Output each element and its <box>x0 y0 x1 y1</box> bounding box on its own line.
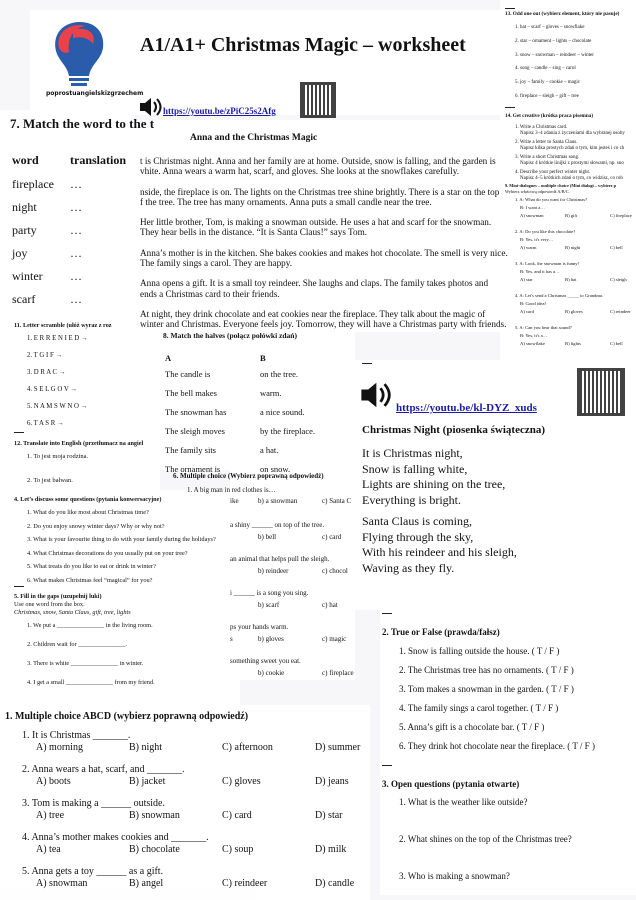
mc-option[interactable]: c) fireplace <box>322 669 354 677</box>
gap-item: 2. Children wait for _______________. <box>27 641 128 648</box>
translation-blank: … <box>70 269 82 283</box>
match-word: joy <box>12 246 28 260</box>
half-a: The bell makes <box>165 388 217 398</box>
video-link-1[interactable]: https://youtu.be/zPiC25s2Afg <box>163 106 276 116</box>
discussion-question: 3. What is your favourite thing to do with your family during the holidays? <box>27 536 216 543</box>
mc-question: 1. It is Christmas _______. <box>22 730 131 741</box>
section-8-title: 8. Match the halves (połącz połówki zdań) <box>163 331 297 340</box>
discussion-question: 4. What Christmas decorations do you usually put on your tree? <box>27 549 188 557</box>
section-12-title: 12. Translate into English (przetłumacz na angiel <box>14 440 144 447</box>
dialogue-option[interactable]: B) gift <box>565 213 578 218</box>
story-title: Anna and the Christmas Magic <box>190 133 318 143</box>
section-5-title: 5. Fill in the gaps (uzupełnij luki) <box>14 593 102 600</box>
open-question: 3. Who is making a snowman? <box>399 871 510 881</box>
mc-option[interactable]: b) reindeer <box>258 567 289 575</box>
story-line: t is Christmas night. Anna and her family are at home. Outside, snow is falling, and the garden is <box>140 156 496 166</box>
mc-option[interactable]: A) morning <box>36 742 83 753</box>
half-a: The snowman has <box>165 407 227 417</box>
true-false-item: 6. They drink hot chocolate near the fireplace. ( T / F ) <box>399 741 595 751</box>
mc-option[interactable]: B) snowman <box>129 810 180 821</box>
translation-blank: … <box>70 177 82 191</box>
mc-option[interactable]: c) Santa C <box>322 497 352 505</box>
true-false-item: 2. The Christmas tree has no ornaments. ( T / F ) <box>399 665 574 675</box>
match-word: fireplace <box>12 177 54 191</box>
mc-option[interactable]: b) a snowman <box>258 497 298 505</box>
half-a: The family sits <box>165 445 216 455</box>
mc-option[interactable]: C) afternoon <box>222 742 273 753</box>
scramble-item: 4. S E L G O V → <box>27 386 78 393</box>
discussion-question: 6. What makes Christmas feel “magical” for you? <box>27 576 153 584</box>
story-line: winter and Christmas. Everyone feels joy. Tomorrow, they will have a Christmas party with friends. <box>140 319 507 330</box>
dialogue-option[interactable]: B) hat <box>565 277 577 282</box>
mc-option[interactable]: c) hat <box>322 601 338 609</box>
section-14-title: 14. Get creative (krótka praca pisemna) <box>505 113 594 119</box>
section-3-title: 3. Open questions (pytania otwarte) <box>382 779 520 789</box>
half-a: The ornament is <box>165 464 221 474</box>
mc-option[interactable]: D) milk <box>315 844 347 855</box>
dialogue-option[interactable]: A) star <box>520 277 533 282</box>
mc-question: 2. Anna wears a hat, scarf, and _______. <box>22 764 185 775</box>
mc-option[interactable]: c) chocol <box>322 567 348 575</box>
true-false-item: 5. Anna’s gift is a chocolate bar. ( T / F ) <box>399 722 545 732</box>
odd-one-out-item: 3. snow – snowman – reindeer – winter <box>515 52 594 58</box>
half-b: by the fireplace. <box>260 426 315 436</box>
divider <box>14 586 24 587</box>
match-word: winter <box>12 269 43 283</box>
scramble-item: 6. T A S R → <box>27 420 64 427</box>
divider <box>505 107 515 108</box>
divider <box>382 613 392 614</box>
odd-one-out-item: 5. joy – family – cookie – magic <box>515 80 580 86</box>
column-word: word <box>12 153 39 167</box>
mc-question: 4. Anna’s mother makes cookies and _______. <box>22 832 209 843</box>
mc-option[interactable]: C) soup <box>222 844 254 855</box>
half-a: The sleigh moves <box>165 426 225 436</box>
mc-option[interactable]: B) angel <box>129 878 164 889</box>
section-4-title: 4. Let’s discuss some questions (pytania konwersacyjne) <box>14 496 162 503</box>
dialogue-question: 2. A: Do you like this chocolate? <box>515 229 576 234</box>
dialogue-answer: B: Good idea! <box>520 301 547 306</box>
mc-question: a shiny ______ on top of the tree. <box>230 521 325 529</box>
gap-item: 1. We put a _______________ in the living room. <box>27 622 153 629</box>
mc-option[interactable]: D) star <box>315 810 343 821</box>
odd-one-out-item: 6. fireplace – sleigh – gift – tree <box>515 94 579 99</box>
mc-option[interactable]: C) reindeer <box>222 878 268 889</box>
dialogue-answer: B: Yes, it's very… <box>520 237 554 242</box>
dialogue-question: 4. A: Let's send a Christmas _____ to Grandma. <box>515 293 604 298</box>
story-line: vhite. Anna wears a warm hat, scarf, and gloves. She looks at the snowflakes carefully. <box>140 166 460 177</box>
story-line: At night, they drink chocolate and eat cookies near the fireplace. They talk about the magic of <box>140 309 486 319</box>
true-false-item: 1. Snow is falling outside the house. ( T / F ) <box>399 646 560 656</box>
dialogue-answer: B: Yes, it's a… <box>520 333 548 338</box>
half-b: on snow. <box>260 464 291 474</box>
mc-option[interactable]: A) boots <box>36 776 71 787</box>
section-1-title: 1. Multiple choice ABCD (wybierz poprawną odpowiedź) <box>5 711 249 722</box>
section-9-title: 9. Mini-dialogues – multiple choice (Mini dialogi – wybierz p <box>505 183 617 188</box>
column-b: B <box>260 353 266 363</box>
creative-task-hint: Napisz kilka prostych zdań o tym, kim jesteś i co ch <box>520 146 625 151</box>
qr-code-1 <box>300 82 336 118</box>
discussion-question: 2. Do you enjoy snowy winter days? Why or why not? <box>27 522 165 530</box>
song-line: Everything is bright. <box>362 492 461 507</box>
page-title: A1/A1+ Christmas Magic – worksheet <box>140 34 466 56</box>
scramble-item: 5. N A M S W N O → <box>27 403 88 410</box>
divider <box>382 765 392 766</box>
mc-option[interactable]: D) jeans <box>315 776 349 787</box>
creative-task-hint: Napisz 3–4 zdania z życzeniami dla wybranej osoby <box>520 131 625 136</box>
story-line: Anna’s mother is in the kitchen. She bakes cookies and makes hot chocolate. The smell is very nice. <box>140 247 508 258</box>
story-line: nside, the fireplace is on. The lights on the Christmas tree shine brightly. There is a star on the top <box>140 186 500 197</box>
mc-option[interactable]: s <box>230 635 233 643</box>
open-question: 2. What shines on the top of the Christmas tree? <box>399 834 572 844</box>
discussion-question: 1. What do you like most about Christmas time? <box>27 509 149 516</box>
column-a: A <box>165 353 172 363</box>
story-line: Anna opens a gift. It is a small toy reindeer. She laughs and claps. The family takes photos and <box>140 278 489 289</box>
half-b: warm. <box>260 388 282 398</box>
match-word: scarf <box>12 292 36 306</box>
divider <box>14 432 24 433</box>
song-line: Lights are shining on the tree, <box>362 477 506 491</box>
section-13-title: 13. Odd one out (wybierz element, który nie pasuje) <box>505 11 620 17</box>
dialogue-option[interactable]: A) warm <box>520 245 537 250</box>
story-line: The family sings a carol. They are happy. <box>140 258 293 268</box>
translation-blank: … <box>70 200 82 214</box>
translation-blank: … <box>70 246 82 260</box>
dialogue-option[interactable]: C) bell <box>610 245 623 250</box>
mc-question: ps your hands warm. <box>230 623 289 631</box>
match-word: night <box>12 200 37 214</box>
open-question: 1. What is the weather like outside? <box>399 797 528 807</box>
song-line: Flying through the sky, <box>362 529 474 544</box>
mc-option[interactable]: A) tea <box>36 844 61 855</box>
translation-blank: … <box>70 292 82 306</box>
section-7-title: 7. Match the word to the t <box>10 116 155 131</box>
mc-option[interactable]: b) gloves <box>258 635 284 643</box>
section-9-subtitle: Wybierz właściwą odpowiedź A/B/C. <box>505 189 570 194</box>
divider <box>362 363 372 364</box>
column-translation: translation <box>70 153 127 167</box>
creative-task: 3. Write a short Christmas song. <box>515 155 580 160</box>
dialogue-question: 3. A: Look, the snowman is funny! <box>515 261 580 266</box>
mc-option[interactable]: B) jacket <box>129 776 166 787</box>
mc-option[interactable]: b) scarf <box>258 601 280 609</box>
gap-item: 3. There is white _______________ in winter. <box>27 660 144 667</box>
logo-text: poprostuangielskizgrzechem <box>46 90 144 97</box>
mc-option[interactable]: ike <box>230 497 239 505</box>
odd-one-out-item: 1. hat – scarf – gloves – snowflake <box>515 25 585 30</box>
creative-task-hint: Napisz 4–5 krótkich zdań o tym, co widzisz, co rob <box>520 176 623 181</box>
dialogue-answer: B: Yes, and it has a… <box>520 269 560 274</box>
song-line: Waving as they fly. <box>362 560 455 575</box>
half-b: on the tree. <box>260 369 298 379</box>
dialogue-option[interactable]: B) gloves <box>565 309 583 314</box>
qr-code-2 <box>577 368 625 416</box>
mc-option[interactable]: b) cookie <box>258 669 285 677</box>
mc-option[interactable]: c) magic <box>322 635 347 643</box>
song-line: Santa Claus is coming, <box>362 514 472 528</box>
dialogue-option[interactable]: B) night <box>565 245 581 250</box>
story-line: f the tree. The tree has many ornaments. Anna puts a small candle near the tree. <box>140 196 432 207</box>
mc-option[interactable]: A) snowman <box>36 878 88 889</box>
mc-option[interactable]: b) bell <box>258 533 277 541</box>
mc-question: something sweet you eat. <box>230 657 301 665</box>
song-line: With his reindeer and his sleigh, <box>362 545 517 559</box>
translation-blank: … <box>70 223 82 237</box>
half-a: The candle is <box>165 369 211 379</box>
divider <box>505 8 515 9</box>
gap-item: 4. I get a small _______________ from my friend. <box>27 679 155 686</box>
mc-option[interactable]: D) candle <box>315 878 355 889</box>
mc-question: an animal that helps pull the sleigh. <box>230 555 330 563</box>
speaker-icon[interactable] <box>138 96 162 118</box>
dialogue-answer: B: I want a… <box>520 205 545 210</box>
mc-question: 3. Tom is making a ______ outside. <box>22 798 165 809</box>
lightbulb-logo <box>45 18 115 90</box>
mc-option[interactable]: D) summer <box>315 742 361 753</box>
mc-question: 5. Anna gets a toy ______ as a gift. <box>22 866 164 877</box>
dialogue-option[interactable]: B) lights <box>565 341 581 346</box>
scramble-item: 3. D R A C → <box>27 369 66 376</box>
dialogue-option[interactable]: C) bell <box>610 341 623 346</box>
section-6-title: 6. Multiple choice (Wybierz poprawną odpowiedź) <box>173 472 324 480</box>
mc-question: i ______ is a song you sing. <box>230 589 309 597</box>
creative-task: 2. Write a letter to Santa Claus. <box>515 140 578 145</box>
story-line: ends a Christmas card to their friends. <box>140 288 280 299</box>
match-word: party <box>12 223 37 237</box>
dialogue-question: 1. A: What do you want for Christmas? <box>515 197 588 202</box>
translate-item: 1. To jest moja rodzina. <box>27 453 89 460</box>
mc-option[interactable]: C) gloves <box>222 776 261 787</box>
section-7-panel <box>0 110 135 320</box>
mc-option[interactable]: B) night <box>129 742 163 753</box>
half-b: a nice sound. <box>260 407 305 417</box>
half-b: a hat. <box>260 445 279 455</box>
mc-question: 1. A big man in red clothes is… <box>187 486 276 494</box>
dialogue-option[interactable]: C) sleigh <box>610 277 627 282</box>
discussion-question: 5. What treats do you like to eat or drink in winter? <box>27 563 156 570</box>
scramble-item: 2. T G I F → <box>27 352 63 359</box>
creative-task: 1. Write a Christmas card. <box>515 125 568 130</box>
dialogue-option[interactable]: C) reindeer <box>610 309 631 314</box>
mc-option[interactable]: c) card <box>322 533 342 541</box>
fill-instruction: Use one word from the box. <box>14 601 85 608</box>
odd-one-out-item: 4. song – candle – sing – carol <box>515 66 576 72</box>
word-box: Christmas, snow, Santa Claus, gift, tree, lights <box>14 609 131 616</box>
story-line: Her little brother, Tom, is making a snowman outside. He uses a hat and scarf for the snowman. <box>140 217 492 228</box>
scramble-item: 1. E R R E N I E D → <box>27 335 88 342</box>
section-2-title: 2. True or False (prawda/fałsz) <box>382 627 500 637</box>
mc-option[interactable]: B) chocolate <box>129 844 180 855</box>
section-11-title: 11. Letter scramble (ułóż wyraz z roz <box>14 322 112 329</box>
dialogue-option[interactable]: C) fireplace <box>610 213 632 218</box>
song-line: It is Christmas night, <box>362 446 463 460</box>
dialogue-option[interactable]: A) snowman <box>520 213 544 218</box>
mc-option[interactable]: A) tree <box>36 810 65 821</box>
dialogue-option[interactable]: A) snowflake <box>520 341 545 346</box>
odd-one-out-item: 2. star – ornament – lights – chocolate <box>515 38 592 44</box>
song-title: Christmas Night (piosenka świąteczna) <box>362 424 546 436</box>
true-false-item: 4. The family sings a carol together. ( T / F ) <box>399 703 559 713</box>
creative-task: 4. Describe your perfect winter night. <box>515 170 591 175</box>
creative-task-hint: Napisz 4 krótkie linijki z prostymi słowami, np. sno <box>520 161 624 166</box>
song-line: Snow is falling white, <box>362 461 468 476</box>
dialogue-question: 5. A: Can you hear that sound? <box>515 325 572 330</box>
mc-option[interactable]: C) card <box>222 810 252 821</box>
true-false-item: 3. Tom makes a snowman in the garden. ( T / F ) <box>399 684 574 694</box>
dialogue-option[interactable]: A) card <box>520 309 534 314</box>
video-link-2[interactable]: https://youtu.be/kl-DYZ_xuds <box>396 402 537 414</box>
speaker-icon[interactable] <box>358 380 392 410</box>
translate-item: 2. To jest bałwan. <box>27 477 73 484</box>
story-line: They hear bells in the distance. “It is Santa Claus!” says Tom. <box>140 227 368 238</box>
